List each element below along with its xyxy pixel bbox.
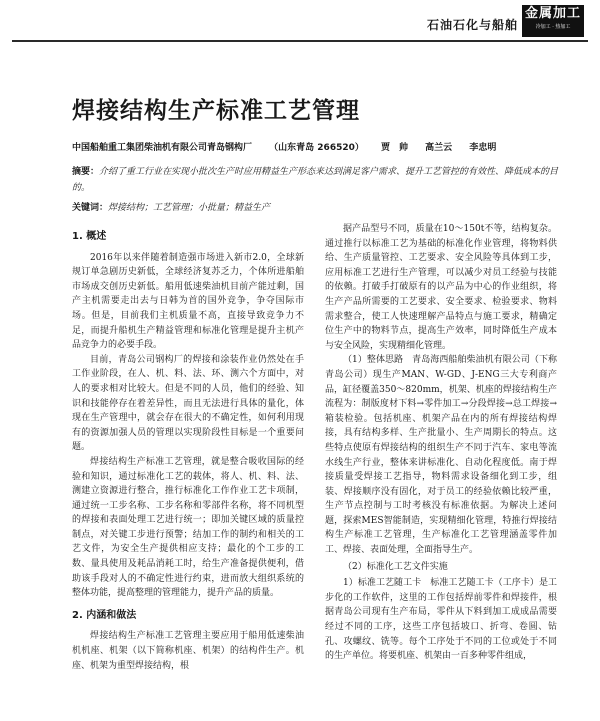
- keywords: [72, 200, 572, 213]
- paragraph: 2016年以来伴随着制造强市场进入新市2.0，全球新规订单急剧历史新低，全球经济复苏乏力，个体所进船舶市场成交创历史新低。船用低速柴油机目前产能过剩，国产主机需要走出去与日韩为首的国外竞争，争夺国际市场。但是，目前我们主机质量不高，直接导致竞争力不足，而提升船机生产精益管理和标准化管理是提升主机产品竞争力的必要手段。: [72, 252, 304, 351]
- section-1-heading: 1. 概述: [72, 231, 107, 242]
- right-column: [325, 222, 557, 664]
- logo-main-text: 金属加工: [524, 6, 581, 21]
- left-column: [72, 222, 304, 673]
- running-header: [0, 0, 600, 44]
- keywords-label: 关键词：: [72, 203, 109, 213]
- abstract-label: 摘要：: [72, 167, 100, 177]
- section-2-heading: 2. 内涵和做法: [72, 609, 137, 621]
- author-1: 贾 帅: [381, 143, 409, 153]
- paragraph: （1）整体思路 青岛海西船舶柴油机有限公司（下称青岛公司）现生产MAN、W-GD、J-ENG三大专利商产品，缸径覆盖350～820mm，机架、机座的焊接结构生产流程为：制版度材下料→零件加工→分段焊接→总工焊接→箱装检验。包括机座、机架产品在内的所有焊接结构焊接，具有结构多样、生产批量小、生产周期长的特点。这些特点使原有焊接结构的组织生产不同于汽车、家电等流水线生产行业，整体来讲标准化、自动化程度低。南于焊接质量受焊接工艺指导，物料需求设备细化到工步，组装、焊接顺序没有固化，对于员工的经验依赖比较严重，生产节点控制与工时考核没有标准依据。为解决上述问题，探索MES智能制造，实现精细化管理，特推行焊接结构生产标准工艺管理，生产标准化工艺管理涵盖零件加工、焊接、表面处理，全面指导生产。: [325, 355, 557, 556]
- abstract-text: 介绍了重工行业在实现小批次生产时应用精益生产形态来达到满足客户需求、提升工艺管控的有效性、降低成本的目的。: [72, 167, 559, 193]
- journal-title: 石油石化与船舶: [426, 18, 518, 32]
- affiliation-line: [72, 140, 572, 153]
- author-3: 李忠明: [469, 143, 497, 153]
- abstract: [72, 164, 572, 196]
- affiliation: 中国船舶重工集团柴油机有限公司青岛钢构厂: [72, 143, 253, 153]
- header-rule: [12, 40, 588, 42]
- author-2: 高兰云: [425, 143, 453, 153]
- subsection-heading: （2）标准化工艺文件实施: [343, 561, 448, 572]
- paragraph: 焊接结构生产标准工艺管理，就是整合吸收国际的经验和知识，通过标准化工艺的载体，将人、机、料、法、测建立资源进行整合，推行标准化工作作业工艺卡项制，通过统一工步名称、工步名称和零部件名称，将不同机型的焊接和表面处理工艺进行统一；即加关键区域的质量控制点，对关键工步进行预警；结加工作的制约和相关的工艺文件，为安全生产提供相应支持；最化的个工步的工数、量具使用及耗品消耗工时，给生产准备提供便利，借助该手段对人的不确定性进行约束，进而放大组织系统的整体功能，提高整理的管理能力，提升产品的质量。: [72, 456, 304, 599]
- paragraph: 据产品型号不同，质量在10～150t不等，结构复杂。通过推行以标准工艺为基础的标准化作业管理，将物料供给、生产质量管控、工艺要求、安全风险等具体到工步，应用标准工艺进行生产管理，可以减少对员工经验与技能的依赖。打破手打破原有的以产品为中心的作业组织，将生产产品所需要的工艺要求、安全要求、检验要求、物料需求整合，使工人快速理解产品特点与施工要求，精确定位生产中的物料节点，提高生产效率，同时降低生产成本与安全风险，实现精细化管理。: [325, 224, 557, 351]
- article-title: 焊接结构生产标准工艺管理: [72, 98, 360, 124]
- logo-sub-text: 冷加工 · 热加工: [535, 24, 571, 30]
- location: （山东青岛 266520）: [269, 143, 364, 153]
- paragraph: 1）标准工艺随工卡 标准工艺随工卡（工序卡）是工步化的工作软件，这里的工作包括焊前零件和焊接件，根据青岛公司现有生产布局，零件从下料到加工成成品需要经过不同的工序，这些工序包括坡口、折弯、卷圆、钻孔、攻螺纹、铣等。每个工序处于不同的工位或处于不同的生产单位。将要机座、机架由一百多种零件组成，: [325, 578, 557, 662]
- paragraph: 焊接结构生产标准工艺管理主要应用于船用低速柴油机机座、机架（以下简称机座、机架）的结构件生产。机座、机架为重型焊接结构，根: [72, 631, 304, 671]
- keywords-text: 焊接结构；工艺管理；小批量；精益生产: [108, 203, 271, 213]
- paragraph: 目前，青岛公司钢构厂的焊接和涂装作业仍然处在手工作业阶段，在人、机、料、法、环、测六个方面中，对人的要求相对比较大。但是不同的人员，他们的经验、知识和技能停存在着差异性，而且无法进行具体的量化，体现在生产管理中，就会存在很大的不确定性，如何利用现有的资源加强人员的管理以实现阶段性目标是一个重要问题。: [72, 354, 304, 453]
- journal-logo: [522, 5, 584, 37]
